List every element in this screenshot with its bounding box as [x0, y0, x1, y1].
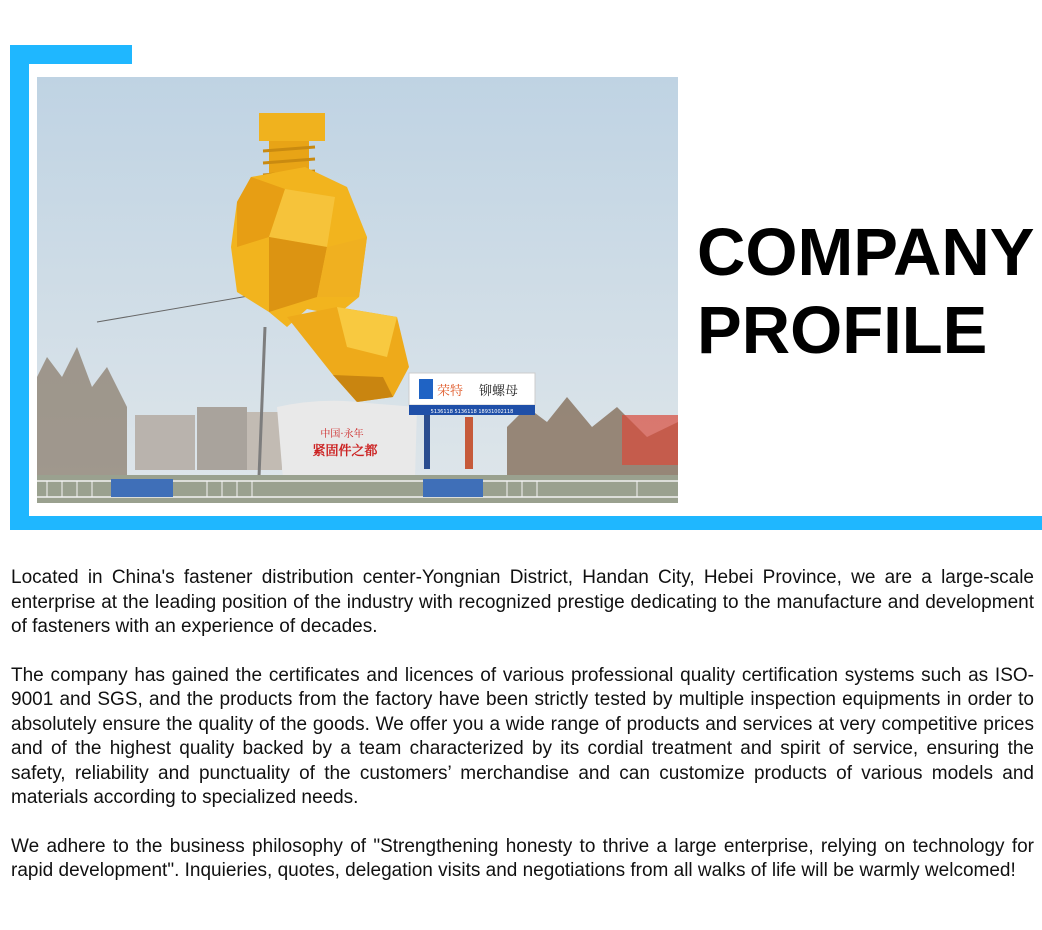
profile-text — [11, 566, 1034, 908]
page-title-line1: COMPANY — [697, 215, 1035, 290]
page-title-line2: PROFILE — [697, 293, 988, 368]
billboard-product: 铆螺母 — [479, 384, 519, 399]
profile-paragraph-3: We adhere to the business philosophy of "Strengthening honesty to thrive a large enterprise, relying on technology for rapid development". Inquieries, quotes, delegation visits and negotiations from all walks of life will be warmly welcomed! — [11, 835, 1034, 881]
billboard-brand: 荣特 — [437, 384, 464, 399]
sculpture-photo-illustration — [37, 77, 678, 503]
monument-line1: 中国·永年 — [320, 429, 364, 440]
accent-frame-left — [10, 45, 29, 529]
profile-paragraph-2: The company has gained the certificates and licences of various professional quality certification systems such as ISO-9001 and SGS, and the products from the factory have been strictly tested by multiple inspection equipments in order to absolutely ensure the quality of the goods. We offer you a wide range of products and services at very competitive prices and of the highest quality backed by a team characterized by its cordial treatment and spirit of service, ensuring the safety, reliability and punctuality of the customers’ merchandise and can customize products of various models and materials according to specialized needs. — [11, 664, 1034, 808]
page-title — [697, 214, 1035, 370]
sculpture-photo — [37, 77, 678, 503]
monument-line2: 紧固件之都 — [312, 444, 378, 459]
profile-paragraph-1: Located in China's fastener distribution center-Yongnian District, Handan City, Hebei Province, we are a large-scale enterprise at the leading position of the industry with recognized prestige dedicating to the manufacture and development of fasteners with an experience of decades. — [11, 567, 1034, 637]
accent-frame-bottom — [10, 516, 1042, 530]
billboard-phone: 5136118 5136118 18931002118 — [430, 409, 514, 415]
